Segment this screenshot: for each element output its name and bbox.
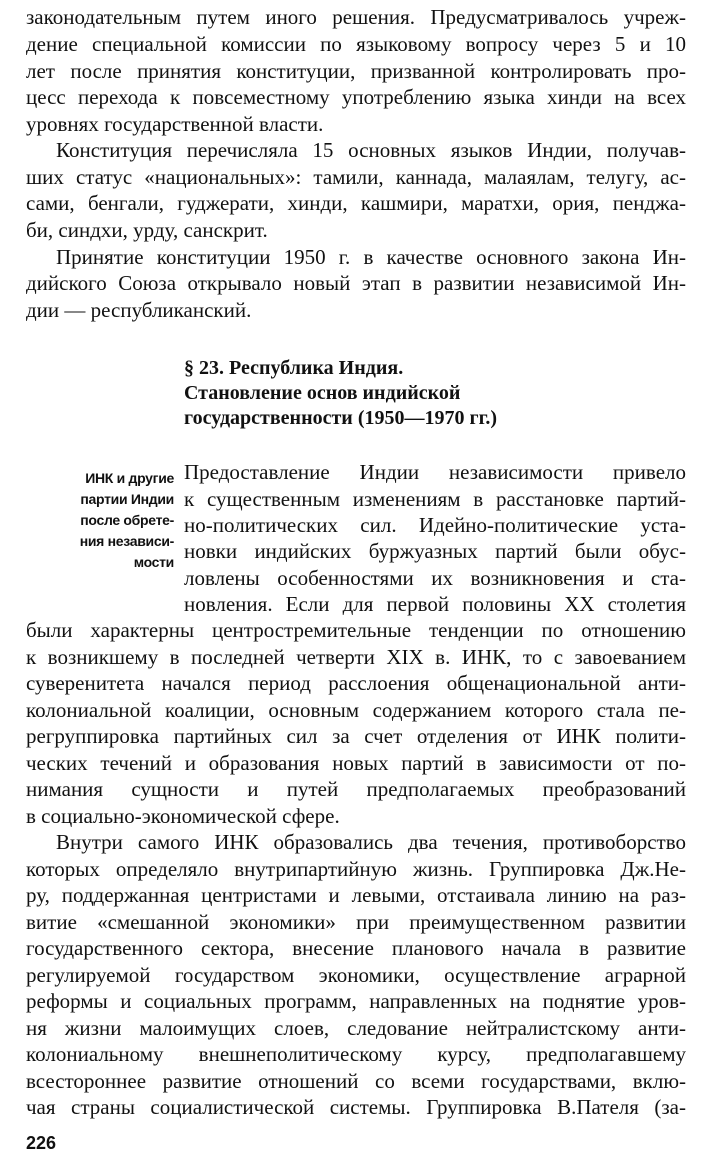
text-line: Внутри самого ИНК образовались два течения, противоборство (56, 830, 686, 854)
text-line: колониальному внешнеполитическому курсу, предполагавшему (26, 1042, 686, 1066)
text-line: би, синдхи, урду, санскрит. (26, 218, 268, 242)
text-line: дение специальной комиссии по языковому вопросу через 5 и 10 (26, 32, 686, 56)
margin-note-line: партии Индии (80, 491, 174, 507)
heading-line: государственности (1950—1970 гг.) (184, 407, 498, 429)
text-line: лет после принятия конституции, призванной контролировать про- (26, 59, 686, 83)
text-line: регулируемой государством экономики, осуществление аграрной (26, 963, 686, 987)
margin-note (26, 468, 174, 573)
page-number: 226 (26, 1133, 57, 1153)
section-heading (184, 356, 664, 431)
text-line: нимания сущности и путей предполагаемых преобразований (26, 777, 686, 801)
text-line: ших статус «национальных»: тамили, каннада, малаялам, телугу, ас- (26, 165, 686, 189)
text-line: законодательным путем иного решения. Предусматривалось учреж- (26, 5, 686, 29)
heading-line: § 23. Республика Индия. (184, 357, 404, 379)
text-line: к возникшему в последней четверти XIX в. ИНК, то с завоеванием (26, 645, 686, 669)
text-line: регруппировка партийных сил за счет отделения от ИНК полити- (26, 724, 686, 748)
margin-note-line: ния независи- (79, 533, 174, 549)
text-line: дийского Союза открывало новый этап в развитии независимой Ин- (26, 271, 686, 295)
text-line: суверенитета начался период расслоения общенациональной анти- (26, 671, 686, 695)
text-line: витие «смешанной экономики» при преимущественном развитии (26, 910, 686, 934)
text-line: уровнях государственной власти. (26, 112, 324, 136)
text-line: чая страны социалистической системы. Группировка В.Пателя (за- (26, 1095, 686, 1119)
text-line: реформы и социальных программ, направленных на поднятие уров- (26, 989, 686, 1013)
text-line: в социально-экономической сфере. (26, 804, 340, 828)
text-line: Принятие конституции 1950 г. в качестве основного закона Ин- (56, 245, 686, 269)
text-line: колониальной коалиции, основным содержанием которого стала пе- (26, 698, 686, 722)
margin-note-line: после обрете- (80, 512, 174, 528)
text-line: ловлены особенностями их возникновения и ста- (184, 566, 686, 590)
text-line: новки индийских буржуазных партий были обус- (184, 539, 686, 563)
text-line: ческих течений и образования новых партий в зависимости от по- (26, 751, 686, 775)
text-line: которых определяло внутрипартийную жизнь. Группировка Дж.Не- (26, 857, 686, 881)
text-line: новления. Если для первой половины XX столетия (184, 592, 686, 616)
heading-line: Становление основ индийской (184, 382, 461, 404)
text-line: к существенным изменениям в расстановке партий- (184, 487, 686, 511)
text-line: были характерны центростремительные тенденции по отношению (26, 618, 686, 642)
text-line: государственного сектора, внесение планового начала в развитие (26, 936, 686, 960)
text-line: Предоставление Индии независимости привело (184, 460, 686, 484)
text-line: сами, бенгали, гуджерати, хинди, кашмири, маратхи, ория, пенджа- (26, 191, 686, 215)
text-line: Конституция перечисляла 15 основных языков Индии, получав- (56, 138, 686, 162)
text-line: всестороннее развитие отношений со всеми государствами, вклю- (26, 1069, 686, 1093)
text-line: ня жизни малоимущих слоев, следование нейтралистскому анти- (26, 1016, 686, 1040)
margin-note-line: мости (133, 554, 174, 570)
text-line: цесс перехода к повсеместному употреблению языка хинди на всех (26, 85, 686, 109)
text-line: дии — республиканский. (26, 298, 252, 322)
margin-note-line: ИНК и другие (85, 470, 174, 486)
text-line: но-политических сил. Идейно-политические уста- (184, 513, 686, 537)
text-line: ру, поддержанная центристами и левыми, отстаивала линию на раз- (26, 883, 686, 907)
